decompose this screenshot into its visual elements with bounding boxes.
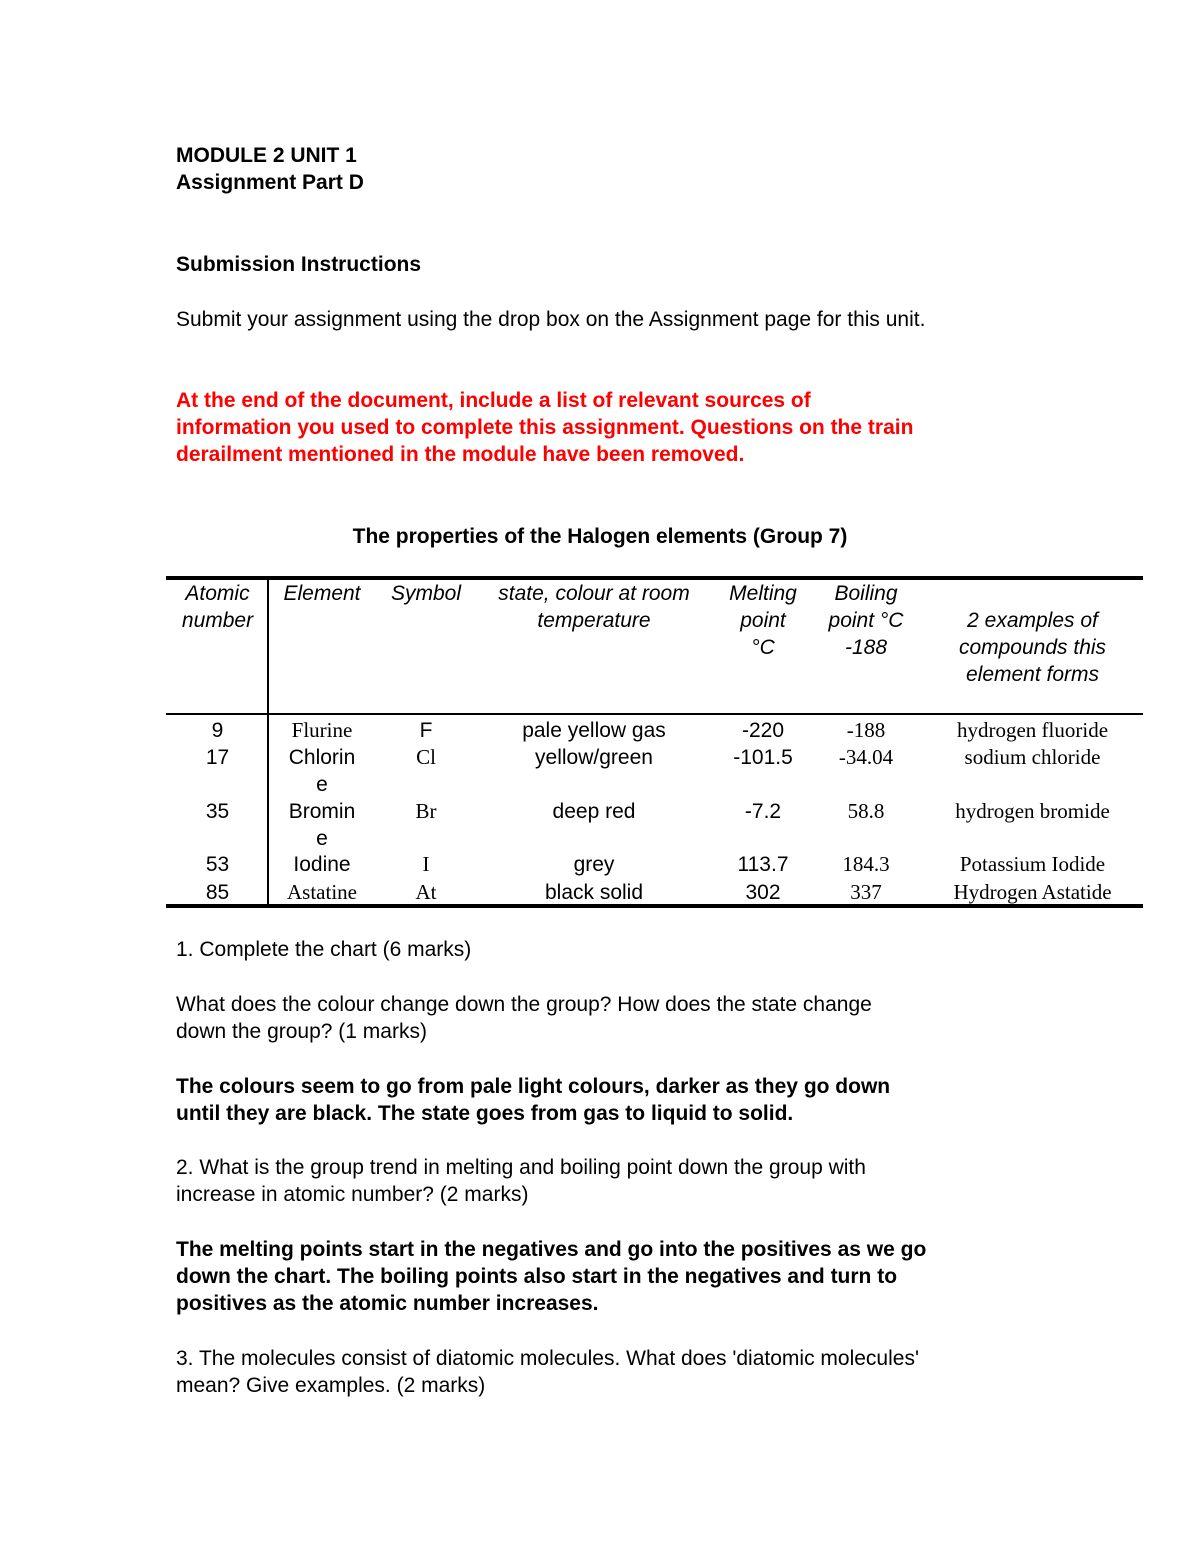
cell-atomic: 85 <box>205 881 230 904</box>
cell-atomic: 35 <box>205 800 230 823</box>
cell-melting: -220 <box>741 719 785 742</box>
header-compound-examples: 2 examples of compounds this element forms <box>958 609 1107 686</box>
submission-heading: Submission Instructions <box>176 253 422 276</box>
cell-state: yellow/green <box>535 746 653 769</box>
header-atomic-number: Atomic number <box>181 582 254 632</box>
cell-melting: -7.2 <box>744 800 782 823</box>
cell-atomic: 53 <box>205 853 230 876</box>
table-title: The properties of the Halogen elements (Group 7) <box>352 525 848 548</box>
cell-boiling: 184.3 <box>842 852 890 876</box>
question-1: 1. Complete the chart (6 marks) <box>176 938 472 961</box>
header-element: Element <box>283 582 361 605</box>
cell-element: Iodine <box>293 853 351 876</box>
submission-text: Submit your assignment using the drop box on the Assignment page for this unit. <box>176 308 926 331</box>
answer-1-line-2: until they are black. The state goes from gas to liquid to solid. <box>176 1102 794 1125</box>
answer-1-line-1: The colours seem to go from pale light colours, darker as they go down <box>176 1075 891 1098</box>
cell-melting: 302 <box>745 881 781 904</box>
cell-boiling: -188 <box>846 718 886 742</box>
question-2-line-1: 2. What is the group trend in melting and boiling point down the group with <box>176 1156 866 1179</box>
cell-boiling: 337 <box>850 880 882 904</box>
table-header-rule <box>166 713 1143 715</box>
cell-symbol: Br <box>415 799 437 823</box>
cell-state: black solid <box>544 881 644 904</box>
cell-melting: -101.5 <box>733 746 793 769</box>
header-boiling-point: Boiling point °C -188 <box>828 582 904 659</box>
answer-2-line-3: positives as the atomic number increases. <box>176 1292 599 1315</box>
header-melting-point: Melting point °C <box>729 582 797 659</box>
cell-state: pale yellow gas <box>522 719 666 742</box>
cell-symbol: F <box>419 719 433 742</box>
cell-compound: hydrogen bromide <box>955 799 1110 823</box>
question-1b-line-2: down the group? (1 marks) <box>176 1020 427 1043</box>
question-1b-line-1: What does the colour change down the group? How does the state change <box>176 993 872 1016</box>
cell-symbol: At <box>415 880 437 904</box>
cell-symbol: I <box>422 852 430 876</box>
notice-line-1: At the end of the document, include a list of relevant sources of <box>176 389 811 412</box>
assignment-title: Assignment Part D <box>176 171 364 194</box>
question-2-line-2: increase in atomic number? (2 marks) <box>176 1183 529 1206</box>
cell-symbol: Cl <box>416 745 436 769</box>
question-3-line-1: 3. The molecules consist of diatomic molecules. What does 'diatomic molecules' <box>176 1347 919 1370</box>
cell-compound: hydrogen fluoride <box>956 718 1109 742</box>
cell-atomic: 9 <box>211 719 224 742</box>
cell-compound: Hydrogen Astatide <box>953 880 1112 904</box>
module-title: MODULE 2 UNIT 1 <box>176 144 357 167</box>
table-column-divider <box>267 580 269 904</box>
cell-boiling: 58.8 <box>847 799 885 823</box>
cell-state: grey <box>573 853 615 876</box>
cell-compound: Potassium Iodide <box>959 852 1106 876</box>
cell-atomic: 17 <box>205 746 230 769</box>
notice-line-2: information you used to complete this assignment. Questions on the train <box>176 416 914 439</box>
cell-state: deep red <box>552 800 636 823</box>
question-3-line-2: mean? Give examples. (2 marks) <box>176 1374 486 1397</box>
cell-compound: sodium chloride <box>964 745 1101 769</box>
answer-2-line-2: down the chart. The boiling points also start in the negatives and turn to <box>176 1265 898 1288</box>
cell-boiling: -34.04 <box>838 745 894 769</box>
header-state-colour: state, colour at room temperature <box>498 582 690 632</box>
cell-melting: 113.7 <box>737 853 789 876</box>
answer-2-line-1: The melting points start in the negatives and go into the positives as we go <box>176 1238 927 1261</box>
cell-element: Bromin e <box>288 800 356 850</box>
notice-line-3: derailment mentioned in the module have been removed. <box>176 443 745 466</box>
cell-element: Astatine <box>287 880 357 904</box>
cell-element: Chlorin e <box>288 746 356 796</box>
cell-element: Flurine <box>291 718 353 742</box>
header-symbol: Symbol <box>390 582 462 605</box>
